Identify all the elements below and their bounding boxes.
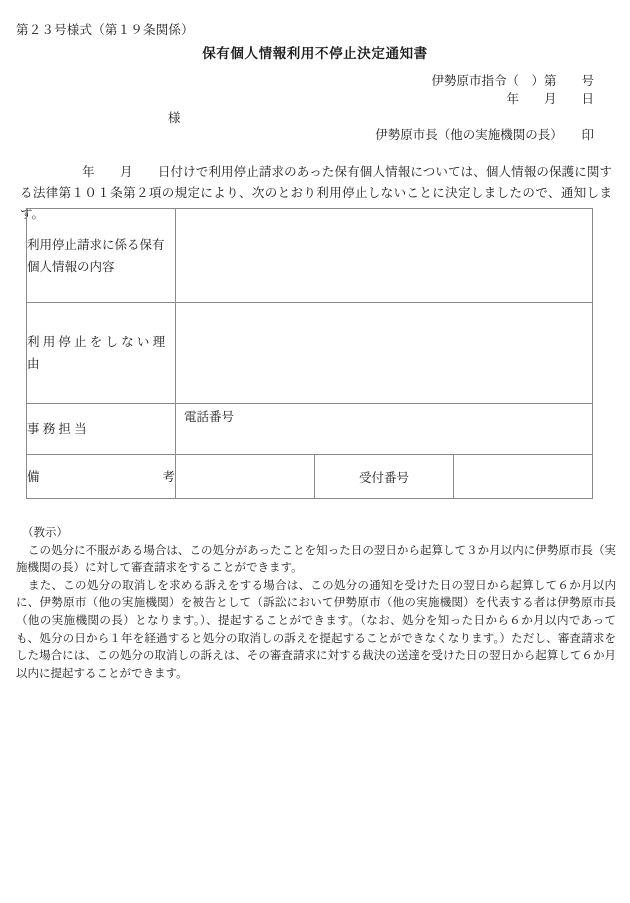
decision-table — [26, 208, 593, 499]
form-number: 第２３号様式（第１９条関係） — [16, 23, 194, 37]
row-label-reason — [27, 303, 176, 404]
instruction-paragraph-1: この処分に不服がある場合は、この処分があったことを知った日の翌日から起算して３か月以内に伊勢原市長（実施機関の長）に対して審査請求をすることができます。 — [16, 544, 616, 575]
receipt-number-label: 受付番号 — [315, 455, 454, 499]
row-value-request-content[interactable] — [176, 209, 593, 303]
page-title: 保有個人情報利用不停止決定通知書 — [202, 46, 428, 61]
issue-number: 伊勢原市指令（ ）第 号 — [431, 74, 594, 88]
table-row — [27, 404, 593, 455]
table-row — [27, 209, 593, 303]
receipt-number-value[interactable] — [454, 455, 593, 499]
instruction-paragraph-2: また、この処分の取消しを求める訴えをする場合は、この処分の通知を受けた日の翌日から起算して６か月以内に、伊勢原市（他の実施機関）を被告として（訴訟において伊勢原市（他の実施機関）を代表する者は伊勢原市長（他の実施機関の長）となります。）、提起することができます。（なお、処分を知った日から６か月以内であっても、処分の日から１年を経過すると処分の取消しの訴えを提起することができなくなります。）ただし、審査請求をした場合には、この処分の取消しの訴えは、その審査請求に対する裁決の送達を受けた日の翌日から起算して６か月以内に提起することができます。 — [16, 579, 616, 680]
row-label-text: 利用停止をしない理由 — [27, 335, 169, 371]
body-date-line: 年 月 日付けで利用停止請求のあった保有個人情報については、個人情報の保護に関する — [20, 165, 612, 200]
phone-number-label: 電話番号 — [184, 410, 235, 424]
row-value-remarks[interactable] — [176, 455, 315, 499]
row-value-staff[interactable] — [176, 404, 593, 455]
instruction-block — [16, 525, 616, 683]
table-row — [27, 303, 593, 404]
row-label-line-1: 利用停止請求に係る保有 — [27, 237, 165, 252]
body-text-line: 法律第１０１条第２項の規定により、次のとおり利用停止しないことに決定しましたので、通知します。 — [20, 186, 612, 221]
table-row — [27, 455, 593, 499]
row-label-text: 事務担当 — [27, 422, 90, 436]
addressee-honorific: 様 — [168, 111, 181, 125]
issuer-name: 伊勢原市長（他の実施機関の長） 印 — [375, 128, 594, 142]
remarks-label-left: 備 — [27, 469, 40, 484]
row-label-line-2: 個人情報の内容 — [27, 259, 115, 274]
row-label-text — [27, 466, 175, 488]
issue-date: 年 月 日 — [506, 92, 594, 106]
row-label-request-content — [27, 209, 176, 303]
instruction-heading: （教示） — [22, 527, 68, 539]
remarks-label-right: 考 — [162, 469, 175, 484]
row-value-reason[interactable] — [176, 303, 593, 404]
row-label-remarks — [27, 455, 176, 499]
row-label-staff — [27, 404, 176, 455]
